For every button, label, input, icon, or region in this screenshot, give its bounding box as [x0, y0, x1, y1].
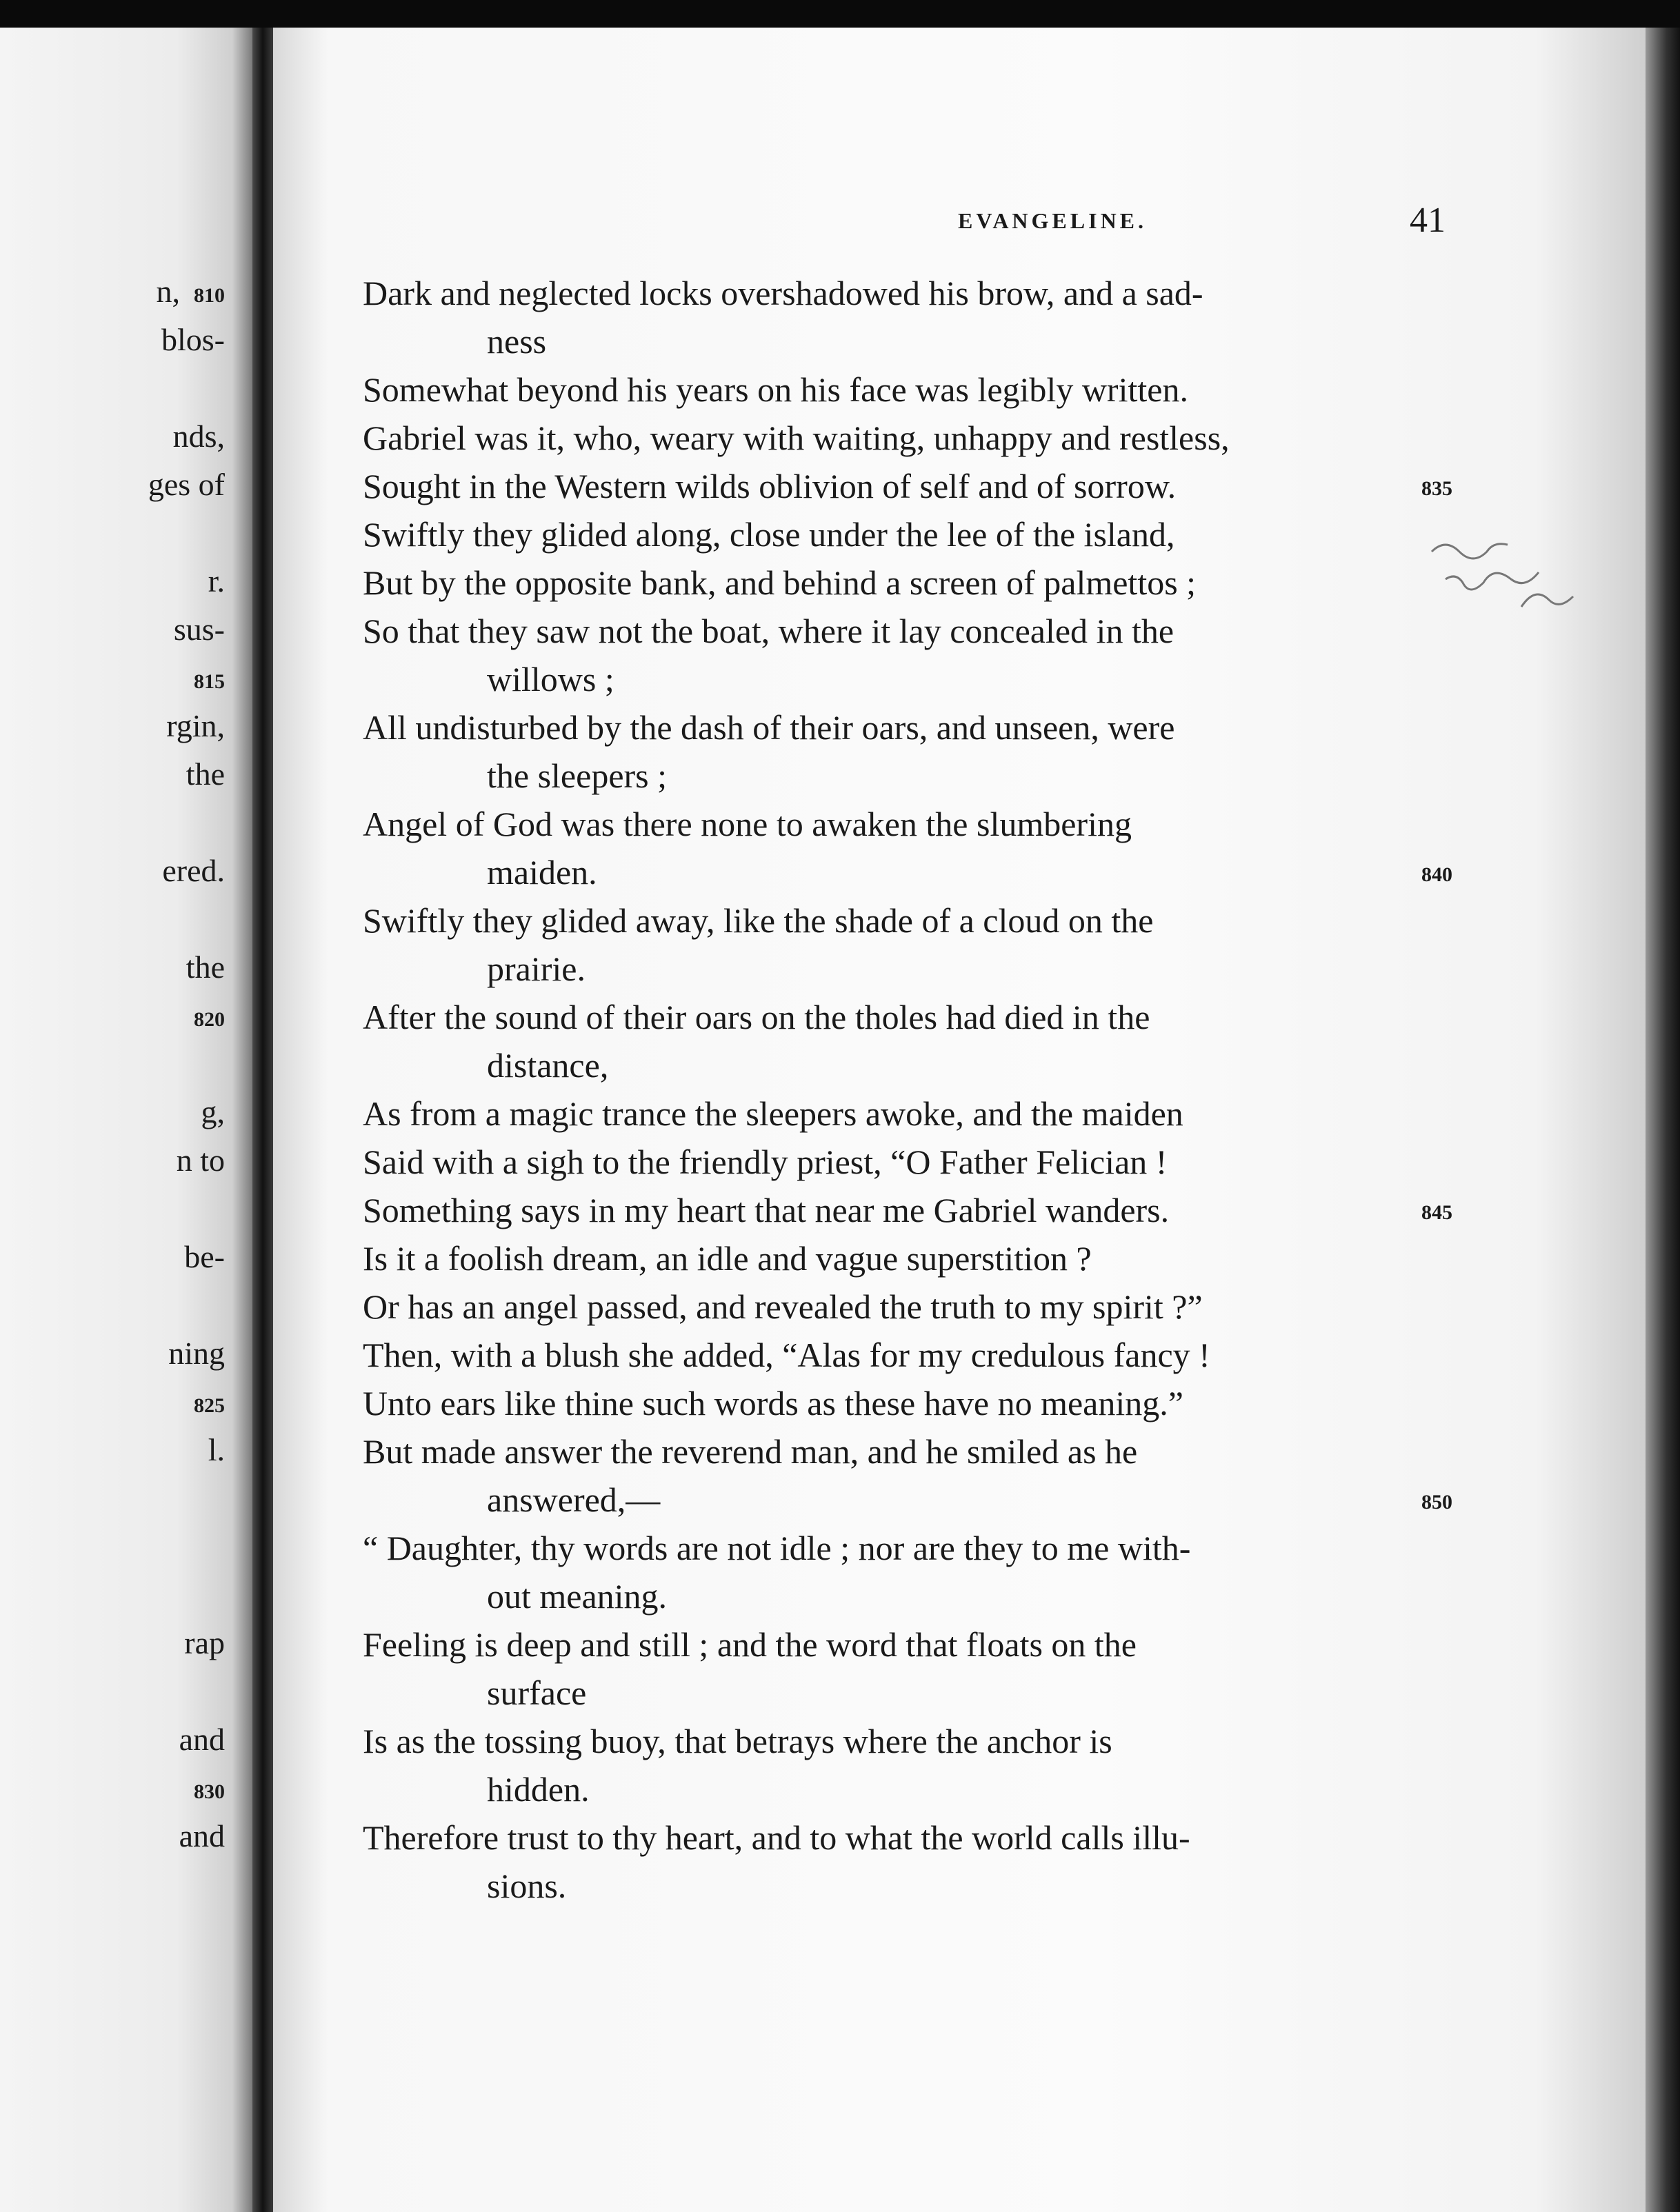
verse-continuation [363, 655, 1452, 703]
left-page-fragment [201, 1096, 226, 1128]
verse-continuation [363, 1765, 1452, 1813]
svg-text:species of palm: species of palm [1418, 648, 1423, 649]
verse-text: Sought in the Western wilds oblivion of self and of sorrow. [363, 467, 1177, 505]
line-number: 850 [1421, 1491, 1452, 1514]
verse-line [363, 510, 1452, 559]
fragment-text: and [179, 1818, 225, 1853]
verse-continuation [363, 752, 1452, 800]
left-page-fragment [180, 1772, 225, 1804]
verse-line [363, 1717, 1452, 1765]
verse-line [363, 800, 1452, 848]
line-number: 845 [1421, 1201, 1452, 1224]
fragment-text: ges of [148, 467, 225, 502]
verse-text: Swiftly they glided along, close under the lee of the island, [363, 515, 1175, 554]
fragment-text: be- [184, 1239, 225, 1274]
left-page-fragment [166, 710, 225, 742]
verse-line [363, 1331, 1452, 1379]
left-page-fragment [179, 1724, 225, 1756]
verse-line [363, 896, 1452, 945]
verse-continuation [363, 1041, 1452, 1089]
fragment-text: sus- [173, 612, 225, 647]
verse-line [363, 1089, 1452, 1138]
verse-line [363, 414, 1452, 462]
verse-continuation [363, 317, 1452, 365]
left-page-fragment [148, 469, 225, 501]
verse-line [363, 462, 1452, 510]
verse-line [363, 703, 1452, 752]
left-page-fragment [157, 276, 226, 308]
left-page-fragment [161, 324, 225, 356]
verse-text: Or has an angel passed, and revealed the truth to my spirit ?” [363, 1287, 1203, 1326]
right-page [273, 28, 1646, 2212]
verse-text: surface [487, 1673, 587, 1712]
verse-text: answered,— [487, 1480, 661, 1519]
verse-text: Is it a foolish dream, an idle and vague superstition ? [363, 1239, 1092, 1278]
handwritten-annotation [1418, 531, 1625, 655]
verse-text: Somewhat beyond his years on his face was legibly written. [363, 370, 1188, 409]
left-page-fragment [208, 565, 225, 597]
verse-text: After the sound of their oars on the tholes had died in the [363, 998, 1150, 1036]
verse-line [363, 1283, 1452, 1331]
verse-line [363, 1813, 1452, 1862]
fragment-text: rap [184, 1625, 225, 1660]
verse-text: Said with a sigh to the friendly priest, “O Father Felician ! [363, 1143, 1168, 1181]
left-page-fragment [173, 421, 225, 452]
left-page-fragment [184, 1627, 225, 1659]
verse-text: Something says in my heart that near me Gabriel wanders. [363, 1191, 1170, 1229]
verse-line [363, 607, 1452, 655]
verse-text: Gabriel was it, who, weary with waiting, unhappy and restless, [363, 419, 1230, 457]
left-page-fragment [177, 1145, 225, 1176]
verse-text: the sleepers ; [487, 756, 668, 795]
verse-line [363, 1234, 1452, 1283]
verse-text: As from a magic trance the sleepers awoke, and the maiden [363, 1094, 1183, 1133]
left-page-fragment [180, 1000, 225, 1032]
left-page-fragment [186, 949, 225, 985]
left-page-fragment [168, 1338, 225, 1369]
verse-continuation [363, 945, 1452, 993]
verse-text: So that they saw not the boat, where it lay concealed in the [363, 612, 1174, 650]
fragment-text: blos- [161, 322, 225, 357]
verse-continuation [363, 1476, 1452, 1524]
fragment-text: n, [156, 274, 180, 309]
verse-text: ness [487, 322, 547, 361]
fragment-text: ered. [162, 853, 225, 888]
verse-text: Swiftly they glided away, like the shade of a cloud on the [363, 901, 1154, 940]
page-edge [1646, 28, 1680, 2212]
fragment-text: n to [176, 1143, 225, 1178]
verse-text: Therefore trust to thy heart, and to what the world calls illu- [363, 1818, 1190, 1857]
verse-continuation [363, 1669, 1452, 1717]
left-page-fragment [186, 758, 225, 790]
verse-text: All undisturbed by the dash of their oars, and unseen, were [363, 708, 1175, 747]
fragment-line-number: 810 [194, 284, 225, 307]
poem-text [363, 269, 1452, 1910]
fragment-text: nds, [172, 419, 225, 454]
verse-text: Then, with a blush she added, “Alas for my credulous fancy ! [363, 1336, 1210, 1374]
fragment-text: ning [168, 1336, 225, 1371]
line-number: 840 [1421, 863, 1452, 886]
verse-line [363, 269, 1452, 317]
left-page-fragment [208, 1434, 225, 1466]
left-page-fragment [174, 614, 225, 645]
fragment-line-number: 815 [194, 670, 225, 693]
fragment-text: g, [201, 1094, 225, 1129]
fragment-text: rgin, [166, 708, 225, 743]
left-page-fragment [184, 1241, 225, 1273]
verse-text: prairie. [487, 949, 586, 988]
book-gutter [252, 28, 273, 2212]
verse-text: Feeling is deep and still ; and the word that floats on the [363, 1625, 1137, 1664]
left-page [0, 28, 252, 2212]
verse-continuation [363, 1572, 1452, 1620]
fragment-text: the [186, 949, 225, 985]
left-page-fragment [180, 1386, 225, 1418]
verse-line [363, 1186, 1452, 1234]
fragment-text: r. [208, 563, 225, 599]
verse-line [363, 365, 1452, 414]
verse-text: “ Daughter, thy words are not idle ; nor are they to me with- [363, 1529, 1191, 1567]
running-head: EVANGELINE. [957, 208, 1148, 233]
verse-line [363, 1427, 1452, 1476]
verse-line [363, 1620, 1452, 1669]
fragment-line-number: 820 [194, 1008, 225, 1031]
fragment-text: l. [208, 1432, 225, 1467]
fragment-text: and [179, 1722, 225, 1757]
left-page-fragment [162, 855, 225, 887]
verse-text: But by the opposite bank, and behind a screen of palmettos ; [363, 563, 1197, 602]
verse-text: Is as the tossing buoy, that betrays where the anchor is [363, 1722, 1112, 1760]
verse-text: maiden. [487, 853, 597, 892]
verse-line [363, 559, 1452, 607]
verse-line [363, 1524, 1452, 1572]
fragment-line-number: 825 [194, 1394, 225, 1417]
page-number: 41 [1410, 201, 1446, 240]
verse-text: willows ; [487, 660, 614, 698]
verse-continuation [363, 848, 1452, 896]
left-page-fragment [180, 662, 225, 694]
verse-line [363, 1138, 1452, 1186]
fragment-text: the [186, 756, 225, 792]
verse-text: Angel of God was there none to awaken the slumbering [363, 805, 1132, 843]
verse-text: Dark and neglected locks overshadowed his brow, and a sad- [363, 274, 1203, 312]
left-page-fragment [179, 1820, 225, 1852]
verse-line [363, 1379, 1452, 1427]
line-number: 835 [1421, 477, 1452, 500]
verse-text: out meaning. [487, 1577, 668, 1616]
verse-text: sions. [487, 1867, 567, 1905]
verse-text: distance, [487, 1046, 609, 1085]
verse-text: Unto ears like thine such words as these have no meaning.” [363, 1384, 1183, 1422]
verse-line [363, 993, 1452, 1041]
verse-continuation [363, 1862, 1452, 1910]
fragment-line-number: 830 [194, 1780, 225, 1803]
verse-text: hidden. [487, 1770, 590, 1809]
verse-text: But made answer the reverend man, and he smiled as he [363, 1432, 1138, 1471]
